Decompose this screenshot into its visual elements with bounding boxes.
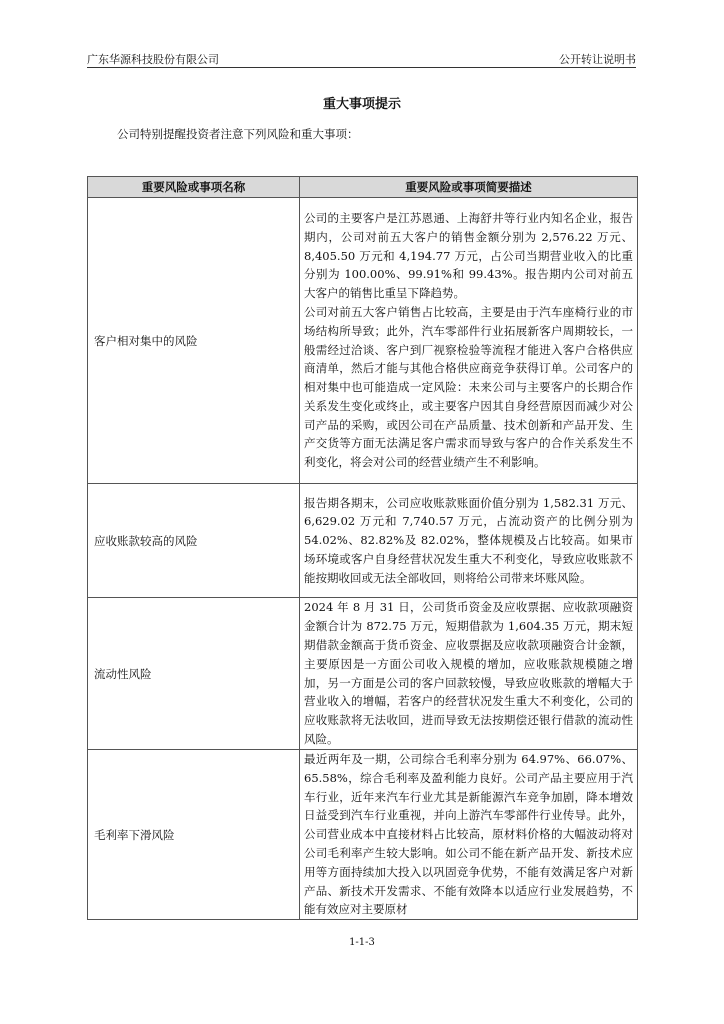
- table-row: [88, 484, 638, 598]
- intro-text: 公司特别提醒投资者注意下列风险和重大事项：: [117, 127, 359, 141]
- header-company-name: 广东华源科技股份有限公司: [87, 53, 219, 66]
- risk-description-accounts-receivable: [300, 484, 638, 598]
- description-paragraph: 报告期各期末，公司应收账款账面价值分别为 1,582.31 万元、6,629.02 万元和 7,740.57 万元，占流动资产的比例分别为 54.02%、82.82%及 82.02%，整体规模及占比较高。如果市场环境或客户自身经营状况发生重大不利变化，导致应收账款不能按期收回或无法全部收回，则将给公司带来坏账风险。: [304, 495, 633, 585]
- table-row: [88, 598, 638, 750]
- risk-description-gross-margin: [300, 750, 638, 920]
- description-paragraph: 公司对前五大客户销售占比较高，主要是由于汽车座椅行业的市场结构所导致；此外，汽车零部件行业拓展新客户周期较长，一般需经过洽谈、客户到厂视察检验等流程才能进入客户合格供应商清单，然后才能与其他合格供应商竞争获得订单。公司客户的相对集中也可能造成一定风险：未来公司与主要客户的长期合作关系发生变化或终止，或主要客户因其自身经营原因而减少对公司产品的采购，或因公司在产品质量、技术创新和产品开发、生产交货等方面无法满足客户需求而导致与客户的合作关系发生不利变化，将会对公司的经营业绩产生不利影响。: [304, 304, 633, 470]
- column-header-name: 重要风险或事项名称: [88, 177, 300, 198]
- column-header-description: 重要风险或事项简要描述: [300, 177, 638, 198]
- risk-name-liquidity: 流动性风险: [88, 598, 300, 750]
- page-number: 1-1-3: [349, 937, 375, 948]
- section-title: 重大事项提示: [322, 97, 401, 112]
- risk-name-gross-margin: 毛利率下滑风险: [88, 750, 300, 920]
- description-paragraph: 2024 年 8 月 31 日，公司货币资金及应收票据、应收款项融资金额合计为 872.75 万元，短期借款为 1,604.35 万元，期末短期借款金额高于货币资金、应收票据及应收款项融资合计金额，主要原因是一方面公司收入规模的增加，应收账款规模随之增加，另一方面是公司的客户回款较慢，导致应收账款的增幅大于营业收入的增幅，若客户的经营状况发生重大不利变化，公司的应收账款将无法收回，进而导致无法按期偿还银行借款的流动性风险。: [304, 600, 633, 746]
- risk-description-customer-concentration: [300, 198, 638, 484]
- risk-name-customer-concentration: 客户相对集中的风险: [88, 198, 300, 484]
- table-row: [88, 750, 638, 920]
- description-paragraph: 公司的主要客户是江苏恩通、上海舒井等行业内知名企业，报告期内，公司对前五大客户的销售金额分别为 2,576.22 万元、8,405.50 万元和 4,194.77 万元，占公司当期营业收入的比重分别为 100.00%、99.91%和 99.43%。报告期内公司对前五大客户的销售比重呈下降趋势。: [304, 210, 633, 301]
- page-header: [87, 53, 636, 68]
- risk-name-accounts-receivable: 应收账款较高的风险: [88, 484, 300, 598]
- description-paragraph: 最近两年及一期，公司综合毛利率分别为 64.97%、66.07%、65.58%，综合毛利率及盈利能力良好。公司产品主要应用于汽车行业，近年来汽车行业尤其是新能源汽车竞争加剧，降本增效日益受到汽车行业重视，并向上游汽车零部件行业传导。此外，公司营业成本中直接材料占比较高，原材料价格的大幅波动将对公司毛利率产生较大影响。如公司不能在新产品开发、新技术应用等方面持续加大投入以巩固竞争优势，不能有效满足客户对新产品、新技术开发需求、不能有效降本以适应行业发展趋势，不能有效应对主要原材: [304, 752, 633, 917]
- table-row: [88, 198, 638, 484]
- risk-description-liquidity: [300, 598, 638, 750]
- risk-table: [87, 176, 638, 920]
- header-document-type: 公开转让说明书: [559, 53, 636, 66]
- table-header-row: [88, 177, 638, 198]
